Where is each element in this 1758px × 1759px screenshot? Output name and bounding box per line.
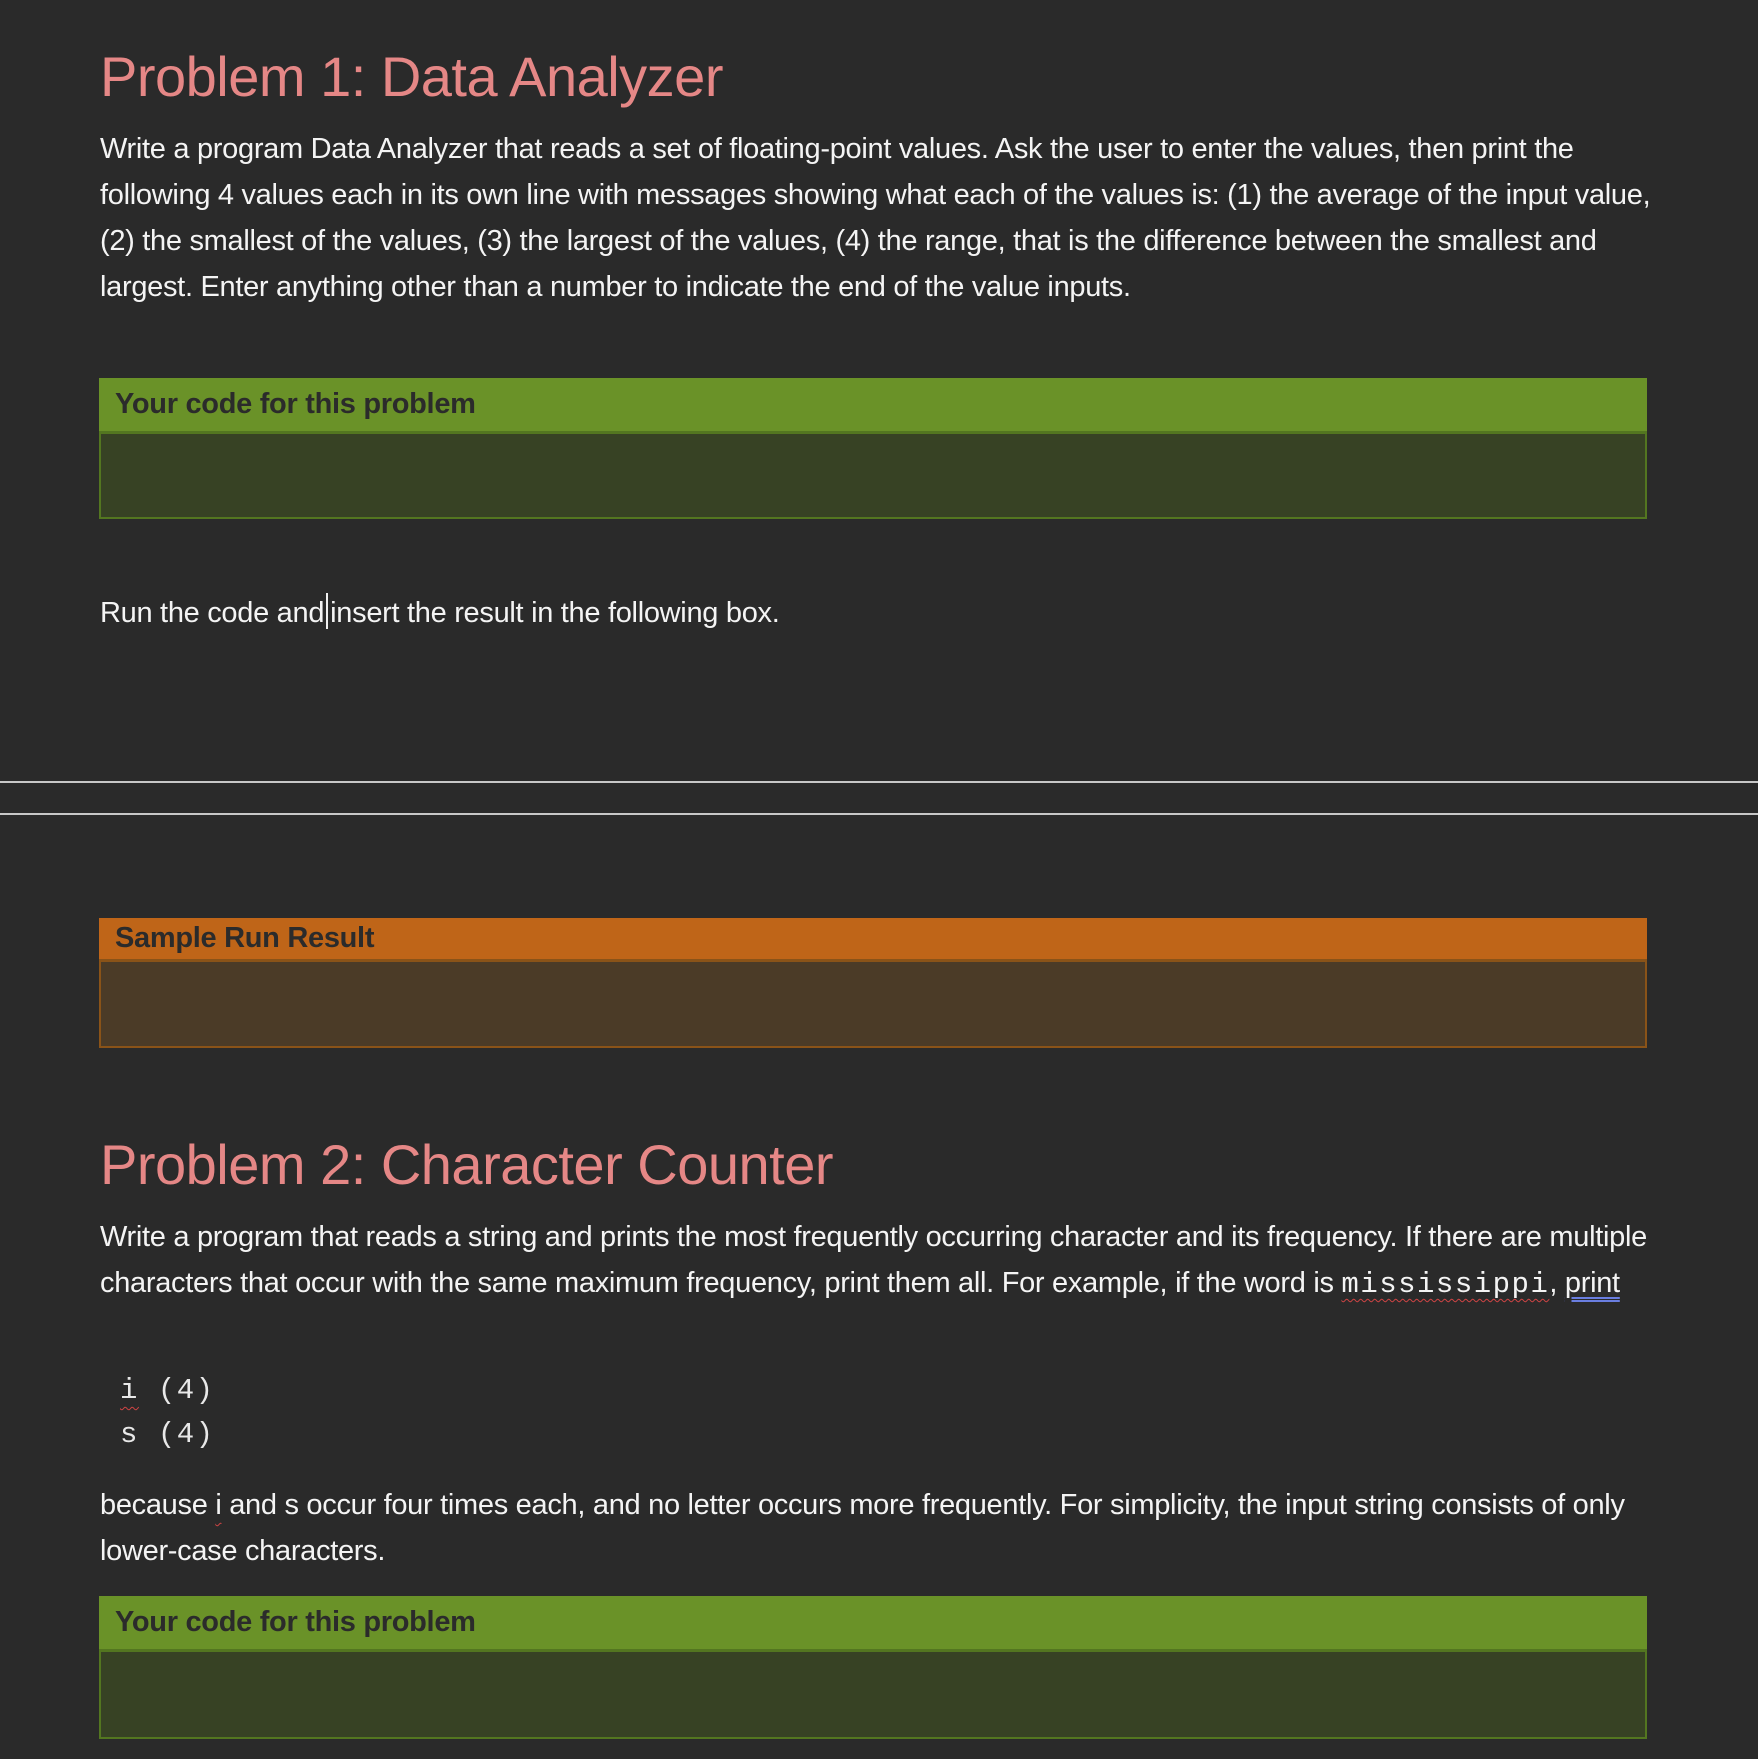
problem2-description-text: Write a program that reads a string and prints the most frequently occurring character and its frequency. If there are multiple characters that occur with the same maximum frequency, print them all. For example, if the word is <box>100 1221 1647 1299</box>
example-output-char: i <box>120 1374 139 1407</box>
problem2-explanation[interactable] <box>100 1482 1660 1574</box>
page-break-line-top <box>0 781 1758 783</box>
example-output-count: (4) <box>157 1418 215 1451</box>
example-output-count: (4) <box>157 1374 215 1407</box>
problem1-code-box <box>99 378 1647 519</box>
code-box-header: Your code for this problem <box>99 378 1647 434</box>
text-cursor <box>326 593 328 629</box>
code-box-header: Your code for this problem <box>99 1596 1647 1652</box>
page-break-line-bottom <box>0 813 1758 815</box>
run-instruction-before: Run the code and <box>100 597 325 629</box>
explanation-part2: and s occur four times each, and no letter occurs more frequently. For simplicity, the input string consists of only lower-case characters. <box>100 1489 1625 1567</box>
problem1-description[interactable]: Write a program Data Analyzer that reads a set of floating-point values. Ask the user to enter the values, then print the following 4 values each in its own line with messages showing what each of the values is: (1) the average of the input value, (2) the smallest of the values, (3) the largest of the values, (4) the range, that is the difference between the smallest and largest. Enter anything other than a number to indicate the end of the value inputs. <box>100 133 1651 303</box>
explanation-part1: because <box>100 1489 216 1521</box>
run-instruction[interactable] <box>100 590 1660 636</box>
explanation-char-i: i <box>215 1489 222 1521</box>
problem1-code-input[interactable] <box>99 434 1647 519</box>
problem1-result-box <box>99 918 1647 1048</box>
problem1-title: Problem 1: Data Analyzer <box>100 45 723 108</box>
problem2-title: Problem 2: Character Counter <box>100 1133 834 1196</box>
example-output-char: s <box>120 1418 139 1451</box>
example-output-line-2 <box>120 1418 215 1451</box>
problem2-code-box <box>99 1596 1647 1739</box>
problem2-code-input[interactable] <box>99 1652 1647 1739</box>
problem1-result-input[interactable] <box>99 962 1647 1048</box>
comma: , <box>1549 1267 1558 1299</box>
print-word: print <box>1564 1267 1620 1299</box>
example-output-line-1 <box>120 1374 215 1407</box>
run-instruction-after: insert the result in the following box. <box>330 597 780 629</box>
problem2-description[interactable] <box>100 1214 1660 1308</box>
result-box-header: Sample Run Result <box>99 918 1647 962</box>
example-word: mississippi <box>1341 1268 1550 1301</box>
